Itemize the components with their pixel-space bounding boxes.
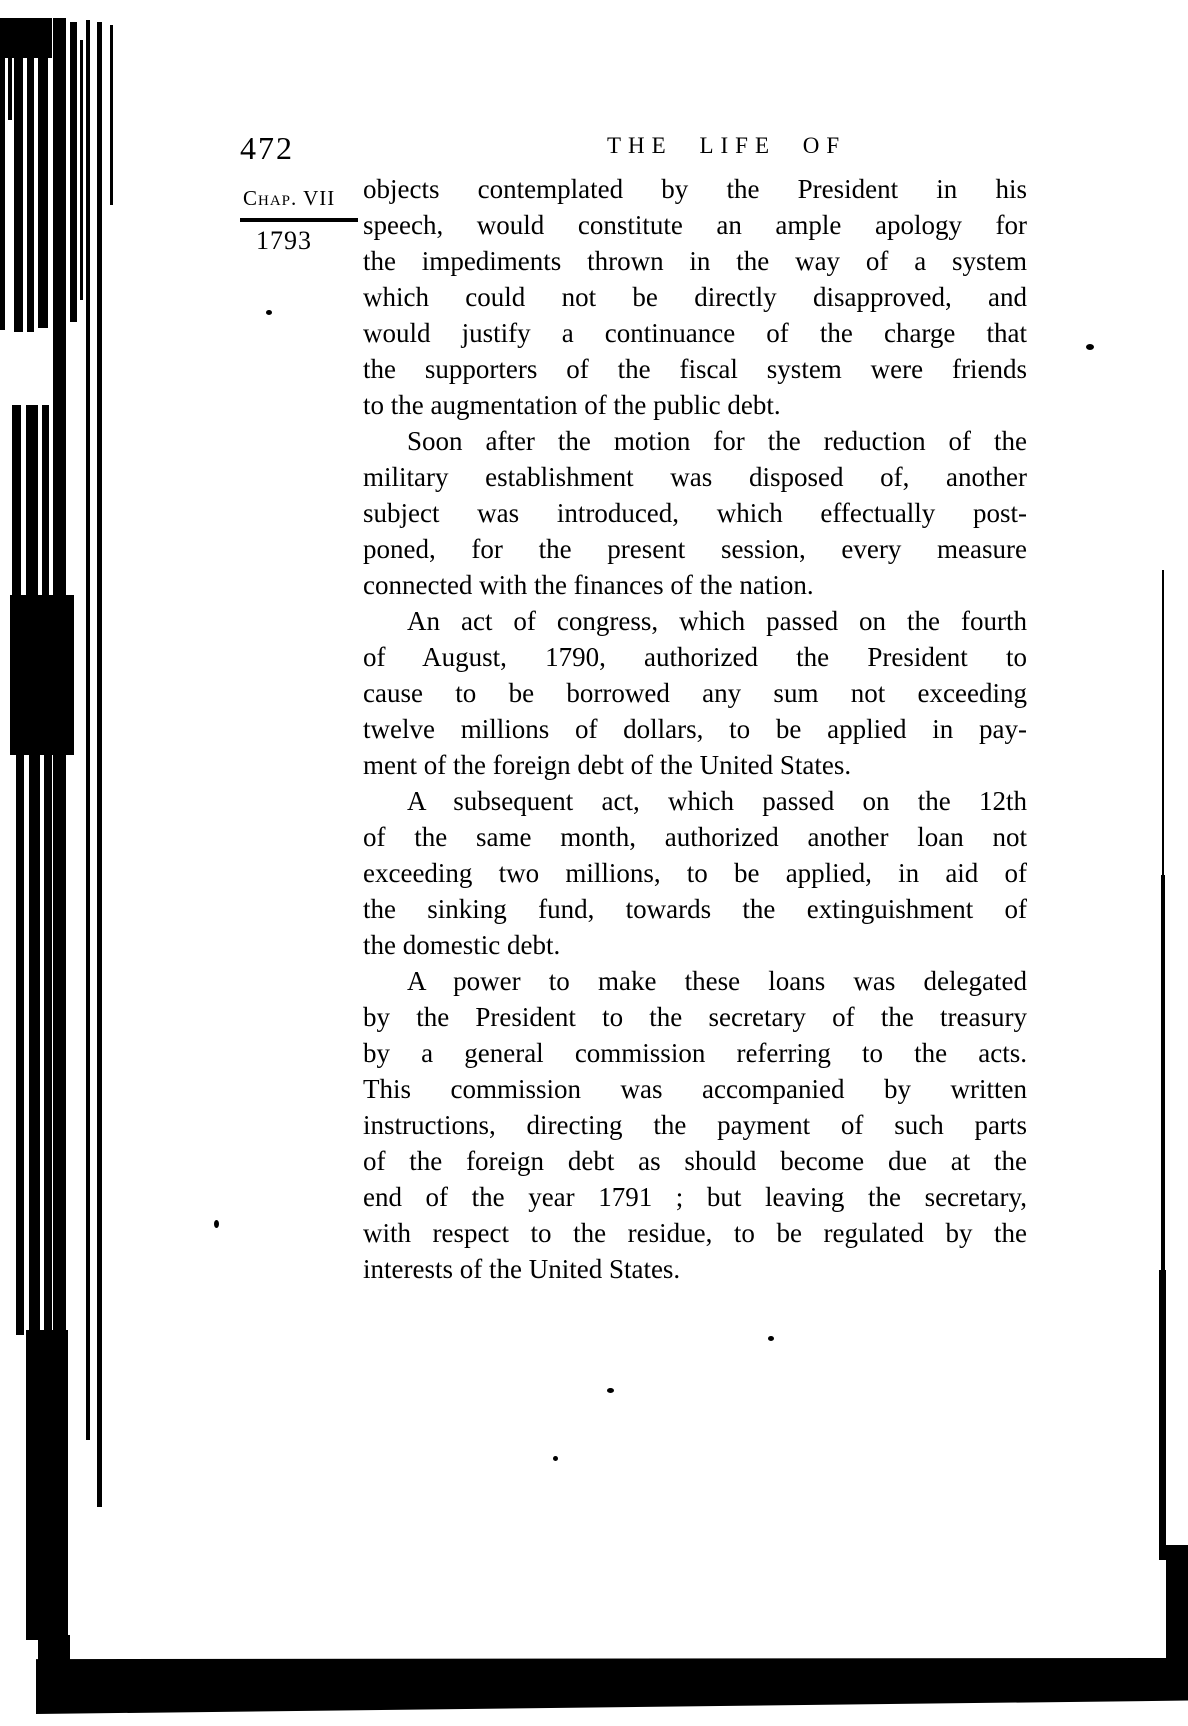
scan-speck	[214, 1220, 219, 1228]
scan-speck	[768, 1336, 774, 1341]
text-line: Soon after the motion for the reduction of the	[407, 426, 1027, 456]
text-line: of the foreign debt as should become due at the	[363, 1146, 1027, 1176]
running-header: THE LIFE OF	[607, 133, 847, 158]
text-line: An act of congress, which passed on the fourth	[407, 606, 1027, 636]
paragraph	[363, 783, 1027, 963]
scan-artifact	[26, 1330, 68, 1640]
text-line: the supporters of the fiscal system were friends	[363, 354, 1027, 384]
paragraph	[363, 963, 1027, 1287]
scan-artifact	[1166, 1545, 1188, 1675]
scan-artifact	[97, 22, 102, 1507]
scan-artifact	[80, 40, 83, 300]
scan-speck	[553, 1456, 558, 1461]
margin-rule	[240, 218, 358, 222]
text-line: to the augmentation of the public debt.	[363, 390, 781, 420]
scan-speck	[266, 310, 272, 315]
text-line: exceeding two millions, to be applied, in aid of	[363, 858, 1027, 888]
scan-artifact	[1159, 1270, 1166, 1560]
text-line: poned, for the present session, every measure	[363, 534, 1027, 564]
chapter-label: Chap. VII	[243, 186, 336, 210]
scan-artifact	[29, 755, 40, 1335]
scan-artifact	[10, 595, 74, 755]
text-line: military establishment was disposed of, another	[363, 462, 1027, 492]
text-line: instructions, directing the payment of such parts	[363, 1110, 1027, 1140]
text-line: by a general commission referring to the acts.	[363, 1038, 1027, 1068]
scan-speck	[1086, 344, 1094, 350]
scan-speck	[607, 1388, 614, 1393]
text-line: the impediments thrown in the way of a system	[363, 246, 1027, 276]
scan-artifact	[8, 20, 12, 120]
scan-artifact-bottom-bar	[36, 1658, 1188, 1714]
scan-artifact	[1161, 875, 1165, 1275]
scan-artifact	[16, 755, 24, 1335]
text-line: speech, would constitute an ample apology for	[363, 210, 1027, 240]
text-line: would justify a continuance of the charge that	[363, 318, 1027, 348]
scan-artifact	[27, 20, 34, 332]
text-line: interests of the United States.	[363, 1254, 681, 1284]
text-line: objects contemplated by the President in his	[363, 174, 1027, 204]
text-line: cause to be borrowed any sum not exceeding	[363, 678, 1027, 708]
text-line: A subsequent act, which passed on the 12th	[407, 786, 1027, 816]
text-line: connected with the finances of the nation.	[363, 570, 814, 600]
text-line: the sinking fund, towards the extinguishment of	[363, 894, 1027, 924]
scan-artifact	[14, 22, 23, 332]
text-line: with respect to the residue, to be regulated by the	[363, 1218, 1027, 1248]
scan-artifact	[44, 755, 52, 1335]
page-text	[363, 171, 1027, 1287]
text-line: of August, 1790, authorized the President to	[363, 642, 1027, 672]
scan-artifact	[86, 20, 90, 1440]
text-line: twelve millions of dollars, to be applied in pay-	[363, 714, 1027, 744]
text-line: subject was introduced, which effectually post-	[363, 498, 1027, 528]
scan-artifact	[38, 20, 48, 328]
margin-year: 1793	[256, 226, 312, 255]
text-line: which could not be directly disapproved, and	[363, 282, 1027, 312]
text-line: the domestic debt.	[363, 930, 561, 960]
page-number: 472	[240, 130, 294, 166]
scan-artifact	[1162, 570, 1164, 880]
text-line: A power to make these loans was delegated	[407, 966, 1027, 996]
paragraph	[363, 603, 1027, 783]
text-line: This commission was accompanied by written	[363, 1074, 1027, 1104]
paragraph	[363, 423, 1027, 603]
scan-artifact	[0, 55, 5, 330]
scan-artifact	[110, 25, 113, 205]
paragraph	[363, 171, 1027, 423]
scan-artifact	[70, 22, 77, 322]
text-line: by the President to the secretary of the treasury	[363, 1002, 1027, 1032]
text-line: end of the year 1791 ; but leaving the secretary,	[363, 1182, 1027, 1212]
text-line: of the same month, authorized another loan not	[363, 822, 1027, 852]
text-line: ment of the foreign debt of the United States.	[363, 750, 852, 780]
